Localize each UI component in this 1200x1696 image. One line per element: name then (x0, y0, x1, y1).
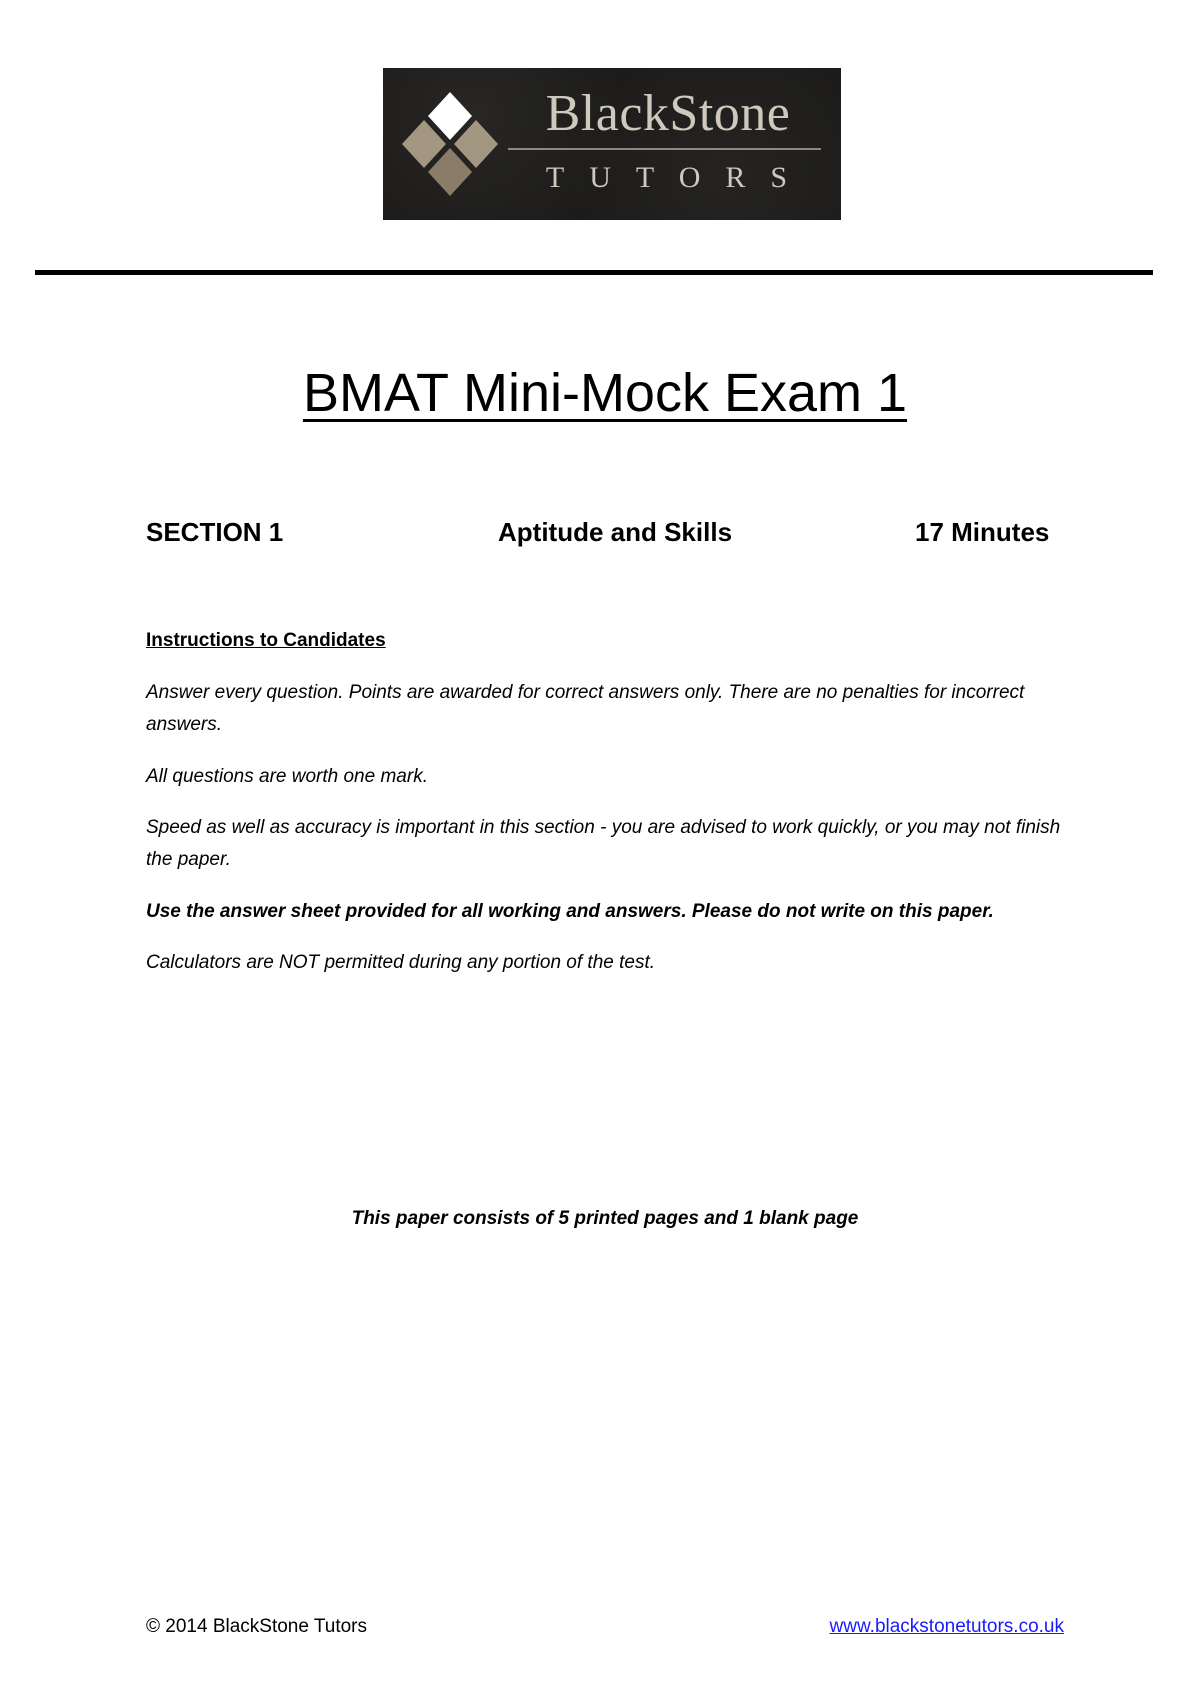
pages-note: This paper consists of 5 printed pages and 1 blank page (351, 1208, 859, 1229)
section-time: 17 Minutes (915, 517, 1050, 547)
instruction-item: Calculators are NOT permitted during any portion of the test. (146, 952, 656, 973)
instruction-item: Answer every question. Points are awarded for correct answers only. There are no penalties for incorrect answers. (146, 682, 1025, 735)
logo-divider (508, 148, 821, 150)
instruction-item: Speed as well as accuracy is important in this section - you are advised to work quickly, or you may not finish the paper. (146, 817, 1061, 870)
page-title (0, 358, 1200, 428)
logo-subtitle: TUTORS (545, 161, 813, 194)
footer-copyright: © 2014 BlackStone Tutors (146, 1616, 368, 1637)
section-name: Aptitude and Skills (498, 517, 733, 547)
instruction-item: All questions are worth one mark. (146, 766, 428, 787)
diamond-logo-icon (395, 88, 505, 200)
page-title-text: BMAT Mini-Mock Exam 1 (302, 363, 908, 423)
footer-website-link[interactable]: www.blackstonetutors.co.uk (829, 1616, 1064, 1637)
instructions-heading: Instructions to Candidates (146, 630, 386, 651)
logo-brand-name: BlackStone (545, 85, 791, 142)
instruction-item-bold: Use the answer sheet provided for all working and answers. Please do not write on this paper. (146, 901, 994, 922)
header-divider (35, 270, 1153, 275)
blackstone-logo (383, 68, 841, 220)
section-label: SECTION 1 (146, 517, 284, 547)
